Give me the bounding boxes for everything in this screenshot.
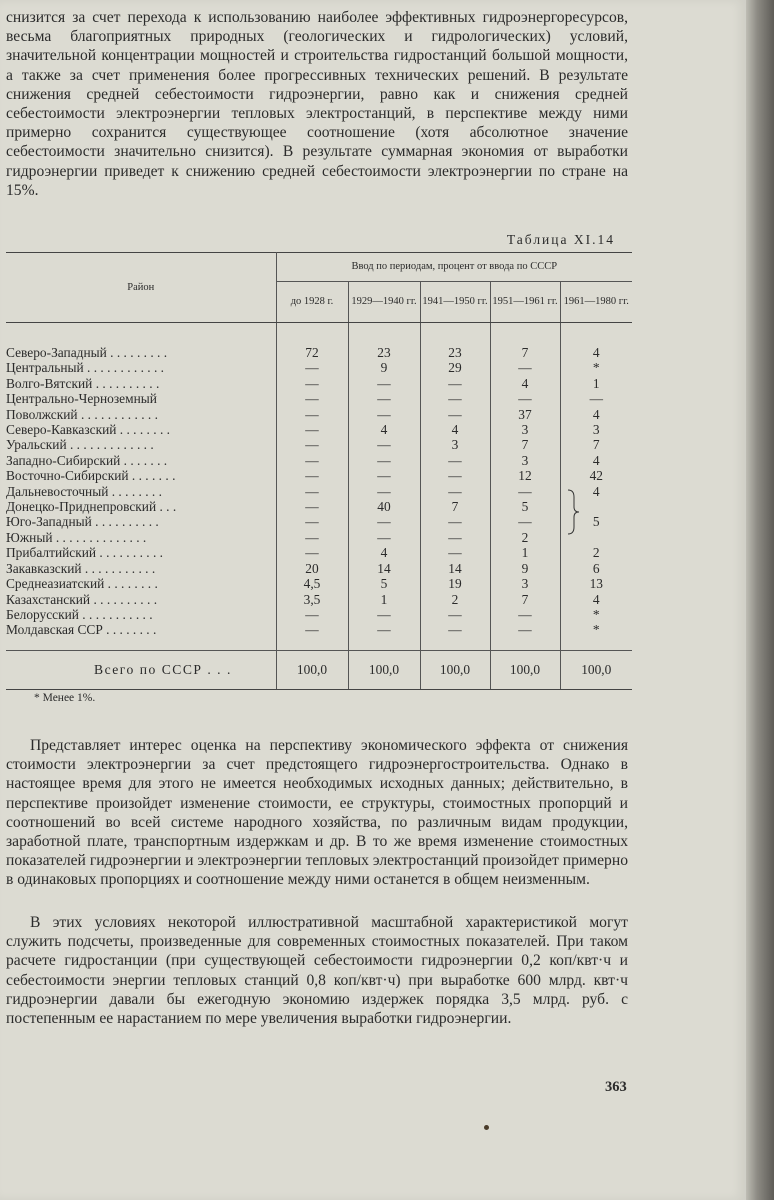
total-value-cell: 100,0 xyxy=(348,650,420,689)
dot-leader: . . . . . . . . xyxy=(116,422,170,438)
table-row xyxy=(6,514,632,529)
region-name: Дальневосточный xyxy=(6,483,109,499)
value-cell: 13 xyxy=(589,576,603,592)
value-cell: 6 xyxy=(592,560,600,576)
page-edge xyxy=(746,0,774,1200)
dot-leader: . . . . . . . . xyxy=(104,576,158,592)
value-cell: — xyxy=(276,376,348,391)
value-cell: — xyxy=(420,530,490,545)
region-name: Юго-Западный xyxy=(6,514,92,530)
value-cell: 2 xyxy=(592,545,600,561)
value-cell: * xyxy=(592,622,600,638)
value-cell: — xyxy=(348,407,420,422)
value-cell: 37 xyxy=(490,407,560,422)
value-cell: — xyxy=(276,545,348,560)
value-cell: — xyxy=(348,376,420,391)
region-cell xyxy=(6,499,276,514)
region-name: Северо-Западный xyxy=(6,345,107,360)
value-cell: — xyxy=(276,622,348,637)
period-header: до 1928 г. xyxy=(276,282,348,323)
dot-leader: . . . . . . . . . . . xyxy=(81,560,156,576)
value-cell: — xyxy=(348,391,420,406)
region-cell xyxy=(6,561,276,576)
value-cell: 7 xyxy=(490,592,560,607)
value-cell: 1 xyxy=(592,375,600,391)
value-cell: — xyxy=(348,514,420,529)
value-cell: — xyxy=(348,607,420,622)
region-name: Центрально-Черноземный xyxy=(6,391,157,407)
value-cell: 4,5 xyxy=(276,576,348,591)
dot-leader: . . . . . . . . . . xyxy=(96,545,164,561)
value-cell: 7 xyxy=(592,437,600,453)
region-cell xyxy=(6,407,276,422)
total-value-cell: 100,0 xyxy=(490,650,560,689)
value-cell: 20 xyxy=(276,561,348,576)
table-body xyxy=(6,323,632,690)
table-row xyxy=(6,561,632,576)
table-row xyxy=(6,468,632,483)
value-cell: — xyxy=(276,607,348,622)
value-cell: — xyxy=(420,607,490,622)
value-cell: 7 xyxy=(490,437,560,452)
dot-leader: . . . . . . . xyxy=(128,468,176,484)
region-cell xyxy=(6,437,276,452)
region-cell xyxy=(6,360,276,375)
total-value-cell: 100,0 xyxy=(560,650,632,689)
value-cell: 7 xyxy=(490,323,560,361)
brace-symbol xyxy=(566,489,580,535)
value-cell: 23 xyxy=(348,323,420,361)
value-cell: 42 xyxy=(589,468,603,484)
region-name: Западно-Сибирский xyxy=(6,452,121,468)
value-cell: — xyxy=(490,607,560,622)
value-cell: 72 xyxy=(276,323,348,361)
table-row xyxy=(6,576,632,591)
total-value-cell: 100,0 xyxy=(420,650,490,689)
value-cell: 4 xyxy=(592,591,600,607)
separator-row xyxy=(6,638,632,651)
value-cell: 4 xyxy=(592,452,600,468)
period-header: 1929—1940 гг. xyxy=(348,282,420,323)
dot-leader: . . . . . . . . . . . xyxy=(78,606,153,622)
value-cell: — xyxy=(276,514,348,529)
dot-leader: . . . . . . . . . . xyxy=(90,591,158,607)
value-cell: — xyxy=(276,407,348,422)
region-cell xyxy=(6,484,276,499)
ink-speck xyxy=(484,1125,489,1130)
value-cell: 9 xyxy=(490,561,560,576)
dot-leader: . . . . . . . . . . xyxy=(91,514,159,530)
value-cell: 29 xyxy=(420,360,490,375)
value-cell: 5 xyxy=(490,499,560,514)
value-cell: — xyxy=(348,468,420,483)
table-row xyxy=(6,323,632,361)
paragraph-third: В этих условиях некоторой иллюстративной масштабной характеристикой могут служить подсчеты, произведенные для современных стоимостных показателей. При таком расчете гидростанции (при существующей себестоимости гидроэнергии 0,2 коп/квт·ч и себестоимости энергии тепловых станций 0,8 коп/квт·ч) при выработке 600 млрд. квт·ч гидроэнергии давали бы ежегодную экономию издержек порядка 3,5 млрд. руб. с постепенным ее нарастанием по мере увеличения выработки гидроэнергии. xyxy=(6,914,628,1028)
total-value-cell: 100,0 xyxy=(276,650,348,689)
region-cell xyxy=(6,376,276,391)
page-number: 363 xyxy=(605,1079,627,1095)
dot-leader: . . . . . . . . . . . . xyxy=(83,360,165,376)
value-cell: 5 xyxy=(348,576,420,591)
region-name: Южный xyxy=(6,529,53,545)
dot-leader: . . . . . . . . . xyxy=(106,345,168,360)
value-cell: — xyxy=(420,484,490,499)
value-cell: — xyxy=(420,376,490,391)
table-row xyxy=(6,437,632,452)
value-cell: 4 xyxy=(592,483,600,499)
value-cell: 3,5 xyxy=(276,592,348,607)
value-cell: — xyxy=(420,468,490,483)
value-cell: — xyxy=(490,484,560,499)
period-group-header: Ввод по периодам, процент от ввода по СССР xyxy=(276,253,632,282)
value-cell: * xyxy=(592,606,600,622)
table-row xyxy=(6,360,632,375)
region-cell xyxy=(6,453,276,468)
value-cell: — xyxy=(276,484,348,499)
value-cell: 4 xyxy=(490,376,560,391)
value-cell: — xyxy=(348,484,420,499)
region-name: Среднеазиатский xyxy=(6,576,105,592)
total-row xyxy=(6,650,632,689)
region-name: Прибалтийский xyxy=(6,545,97,561)
value-cell: 40 xyxy=(348,499,420,514)
table-row xyxy=(6,484,632,499)
dot-leader: . . . . . . . . . . . . . . xyxy=(52,529,147,545)
region-name: Донецко-Приднепровский xyxy=(6,499,157,515)
period-header: 1951—1961 гг. xyxy=(490,282,560,323)
value-cell: 3 xyxy=(490,422,560,437)
value-cell: 3 xyxy=(592,422,600,438)
table-row xyxy=(6,622,632,637)
region-cell xyxy=(6,530,276,545)
value-cell: — xyxy=(348,453,420,468)
value-cell: — xyxy=(490,622,560,637)
value-cell: — xyxy=(420,514,490,529)
table-row xyxy=(6,592,632,607)
table-row xyxy=(6,530,632,545)
table-caption: Таблица XI.14 xyxy=(506,232,615,247)
dot-leader: . . . . . . . . . . . . . xyxy=(66,437,154,453)
value-cell: 2 xyxy=(420,592,490,607)
value-cell: 12 xyxy=(490,468,560,483)
value-cell: — xyxy=(420,407,490,422)
value-cell: — xyxy=(348,622,420,637)
value-cell: — xyxy=(276,360,348,375)
value-cell: — xyxy=(276,530,348,545)
region-name: Казахстанский xyxy=(6,591,91,607)
value-cell: 1 xyxy=(348,592,420,607)
table-row xyxy=(6,376,632,391)
region-cell xyxy=(6,576,276,591)
table-row xyxy=(6,545,632,560)
value-cell: 3 xyxy=(490,576,560,591)
value-cell: — xyxy=(589,391,603,407)
period-header: 1961—1980 гг. xyxy=(560,282,632,323)
table-row xyxy=(6,407,632,422)
value-cell: 19 xyxy=(420,576,490,591)
table-row xyxy=(6,607,632,622)
paragraph-intro: снизится за счет перехода к использованию наиболее эффективных гидроэнергоресурсов, весьма благоприятных природных (геологических и гидрологических) условий, значительной концентрации мощностей и строительства гидростанций большой мощности, а также за счет применения более прогрессивных технических решений. В результате снижения средней себестоимости гидроэнергии, равно как и снижения средней себестоимости электроэнергии тепловых электростанций, в перспективе между ними примерно сохранится существующее соотношение (хотя абсолютное значение себестоимости значительно снизится). В результате суммарная экономия от выработки гидроэнергии приведет к снижению средней себестоимости электроэнергии по стране на 15%. xyxy=(6,9,628,199)
dot-leader: . . . xyxy=(156,499,177,515)
value-cell: 2 xyxy=(490,530,560,545)
value-cell: — xyxy=(276,468,348,483)
value-cell: — xyxy=(420,622,490,637)
region-cell xyxy=(6,468,276,483)
dot-leader: . . . xyxy=(202,661,232,677)
data-table xyxy=(6,252,632,690)
value-cell: — xyxy=(276,453,348,468)
region-name: Белорусский xyxy=(6,606,79,622)
region-cell xyxy=(6,422,276,437)
value-cell: — xyxy=(276,499,348,514)
value-cell: 5 xyxy=(592,514,600,530)
dot-leader: . . . . . . . . xyxy=(108,483,162,499)
region-name: Молдавская ССР xyxy=(6,622,103,638)
value-cell: 9 xyxy=(348,360,420,375)
value-cell: 1 xyxy=(490,545,560,560)
value-cell: 3 xyxy=(490,453,560,468)
dot-leader: . . . . . . . . . . xyxy=(92,375,160,391)
value-cell: — xyxy=(490,391,560,406)
period-header: 1941—1950 гг. xyxy=(420,282,490,323)
table-row xyxy=(6,391,632,406)
value-cell: 3 xyxy=(420,437,490,452)
dot-leader: . . . . . . . . . . . . xyxy=(77,406,158,422)
value-cell: — xyxy=(420,391,490,406)
region-name: Волго-Вятский xyxy=(6,375,93,391)
table-row xyxy=(6,453,632,468)
value-cell: * xyxy=(592,360,600,376)
value-cell: 23 xyxy=(420,323,490,361)
dot-leader: . . . . . . . . xyxy=(102,622,157,638)
total-label-cell xyxy=(6,650,276,689)
region-cell xyxy=(6,391,276,406)
total-label: Всего по СССР xyxy=(94,661,203,677)
value-cell: — xyxy=(490,360,560,375)
region-name: Уральский xyxy=(6,437,67,453)
region-header: Район xyxy=(6,253,276,323)
region-cell xyxy=(6,592,276,607)
region-cell xyxy=(6,514,276,529)
region-name: Поволжский xyxy=(6,406,78,422)
region-name: Закавказский xyxy=(6,560,82,576)
value-cell: — xyxy=(276,437,348,452)
footnote: * Менее 1%. xyxy=(34,692,96,704)
region-name: Восточно-Сибирский xyxy=(6,468,129,484)
region-name: Центральный xyxy=(6,360,84,376)
value-cell: — xyxy=(420,545,490,560)
value-cell: 4 xyxy=(420,422,490,437)
region-cell xyxy=(6,607,276,622)
dot-leader: . . . . . . . xyxy=(120,452,168,468)
value-cell: 4 xyxy=(348,422,420,437)
region-cell xyxy=(6,622,276,637)
value-cell: — xyxy=(420,453,490,468)
value-cell: 4 xyxy=(348,545,420,560)
table-row xyxy=(6,499,632,514)
region-name: Северо-Кавказский xyxy=(6,422,117,438)
value-cell: — xyxy=(490,514,560,529)
table-row xyxy=(6,422,632,437)
paragraph-second: Представляет интерес оценка на перспективу экономического эффекта от снижения стоимости электроэнергии за счет предстоящего гидроэнергостроительства. Однако в настоящее время для этого не имеется необходимых исходных данных; действительно, в перспективе произойдет изменение стоимости, ее структуры, стоимостных пропорций и соотношений во всей системе народного хозяйства, по различным видам продукции, заработной плате, транспортным издержкам и др. В то же время изменение стоимостных показателей гидроэнергии и электроэнергии тепловых электростанций произойдет примерно в одинаковых пропорциях и соотношение между ними останется в общем неизменным. xyxy=(6,737,628,889)
value-cell: 4 xyxy=(592,406,600,422)
value-cell: 4 xyxy=(592,345,600,360)
region-cell xyxy=(6,323,276,361)
value-cell: — xyxy=(276,391,348,406)
value-cell: 7 xyxy=(420,499,490,514)
value-cell: 14 xyxy=(420,561,490,576)
region-cell xyxy=(6,545,276,560)
value-cell: 14 xyxy=(348,561,420,576)
value-cell: — xyxy=(276,422,348,437)
value-cell: — xyxy=(348,437,420,452)
value-cell: — xyxy=(348,530,420,545)
